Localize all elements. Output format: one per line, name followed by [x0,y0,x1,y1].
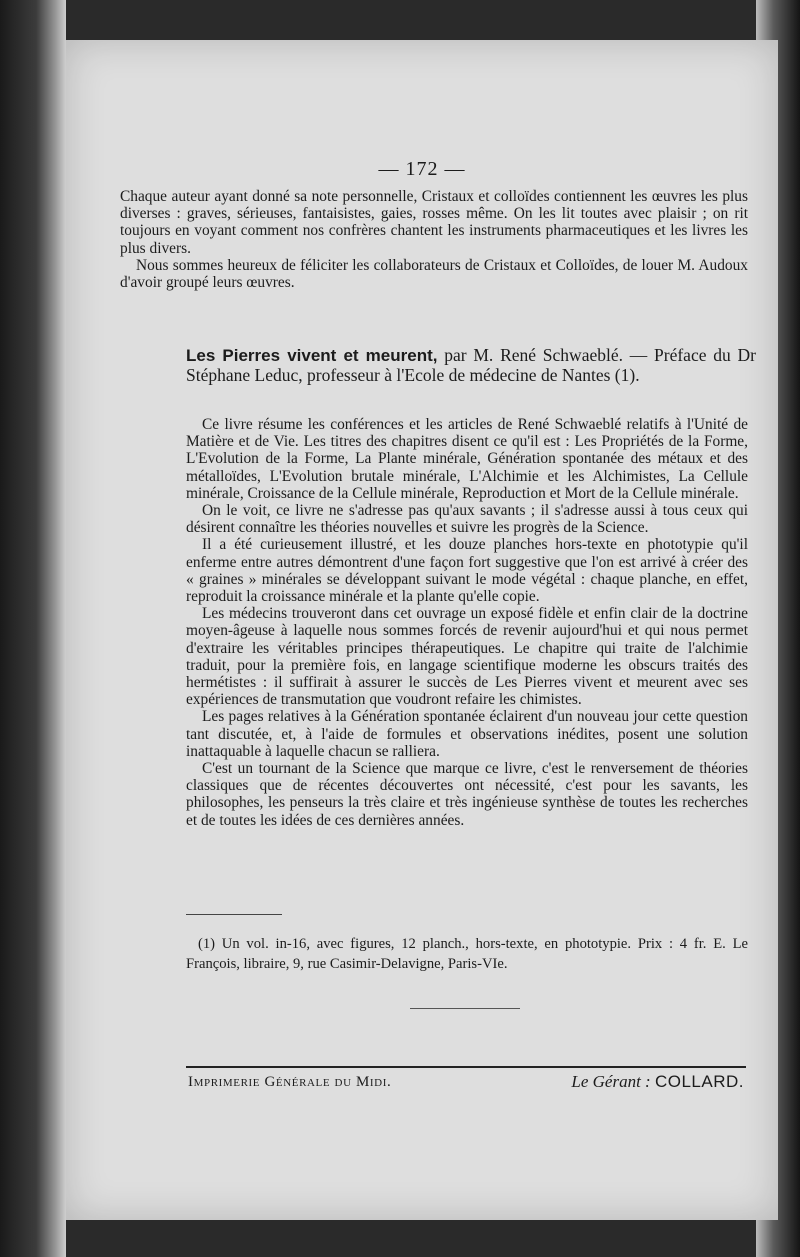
review-body [186,416,748,829]
body-paragraph-5: Les pages relatives à la Génération spontanée éclairent d'un nouveau jour cette question tant discutée, et, à l'aide de formules et observations inédites, posent une solution inattaquable à laquelle chacun se ralliera. [186,708,748,760]
gerant-name: COLLARD. [654,1072,744,1091]
imprint-rule [186,1066,746,1068]
scan-left-edge [0,0,66,1257]
end-divider [410,1008,520,1009]
intro-text [120,188,748,291]
intro-paragraph-1: Chaque auteur ayant donné sa note personnelle, Cristaux et colloïdes contiennent les œuvres les plus diverses : graves, sérieuses, fantaisistes, gaies, rosses même. On les lit toutes avec plaisir ; on rit toujours en voyant comment nos confrères chantent les instruments pharmaceutiques et les livres les plus divers. [120,188,748,257]
section-title-lead: Les Pierres vivent et meurent, [186,346,438,365]
footnote-text: (1) Un vol. in-16, avec figures, 12 planch., hors-texte, en phototypie. Prix : 4 fr. E. Le François, libraire, 9, rue Casimir-Delavigne, Paris-VIe. [186,936,748,972]
body-paragraph-3: Il a été curieusement illustré, et les douze planches hors-texte en phototypie qu'il enferme entre autres démontrent d'une façon fort suggestive que l'on est arrivé à créer des « graines » minérales se développant suivant le mode végétal : chaque planche, en effet, reproduit la croissance minérale et la plante qu'elle copie. [186,536,748,606]
gerant-label: Le Gérant : [571,1072,651,1091]
body-paragraph-4: Les médecins trouveront dans cet ouvrage un exposé fidèle et enfin clair de la doctrine moyen-âgeuse à laquelle nous sommes forcés de revenir aujourd'hui et qui nous permet d'extraire les véritables principes thérapeutiques. Le chapitre qui traite de l'alchimie traduit, pour la première fois, en langage scientifique moderne les obscurs traités des hermétistes : il suffirait à assurer le succès de Les Pierres vivent et meurent avec ses expériences de transmutation que voudront refaire les chimistes. [186,605,748,709]
footnote-divider [186,914,282,915]
printer-imprint: Imprimerie Générale du Midi. [188,1074,392,1090]
body-paragraph-1: Ce livre résume les conférences et les articles de René Schwaeblé relatifs à l'Unité de Matière et de Vie. Les titres des chapitres disent ce qu'il est : Les Propriétés de la Forme, L'Evolution de la Forme, La Plante minérale, Génération spontanée des métaux et des métalloïdes, L'Evolution brutale minérale, L'Alchimie et les Alchimistes, La Cellule minérale, Croissance de la Cellule minérale, Reproduction et Mort de la Cellule minérale. [186,416,748,502]
footnote [186,934,748,974]
body-paragraph-2: On le voit, ce livre ne s'adresse pas qu'aux savants ; il s'adresse aussi à tous ceux qui désirent connaître les théories nouvelles et suivre les progrès de la Science. [186,502,748,537]
intro-paragraph-2: Nous sommes heureux de féliciter les collaborateurs de Cristaux et Colloïdes, de louer M. Audoux d'avoir groupé leurs œuvres. [120,256,748,292]
page-number: — 172 — [378,158,466,180]
section-title-rest: par M. René Schwaeblé. — Préface du Dr Stéphane Leduc, professeur à l'Ecole de médecine de Nantes (1). [186,345,756,385]
section-title [186,346,756,384]
body-paragraph-6: C'est un tournant de la Science que marque ce livre, c'est le renversement de théories classiques que de récentes découvertes ont nécessité, c'est pour les savants, les philosophes, les penseurs la très claire et très ingénieuse synthèse de toutes les recherches et de toutes les idées de ces dernières années. [186,760,748,829]
gerant-line [571,1072,744,1092]
